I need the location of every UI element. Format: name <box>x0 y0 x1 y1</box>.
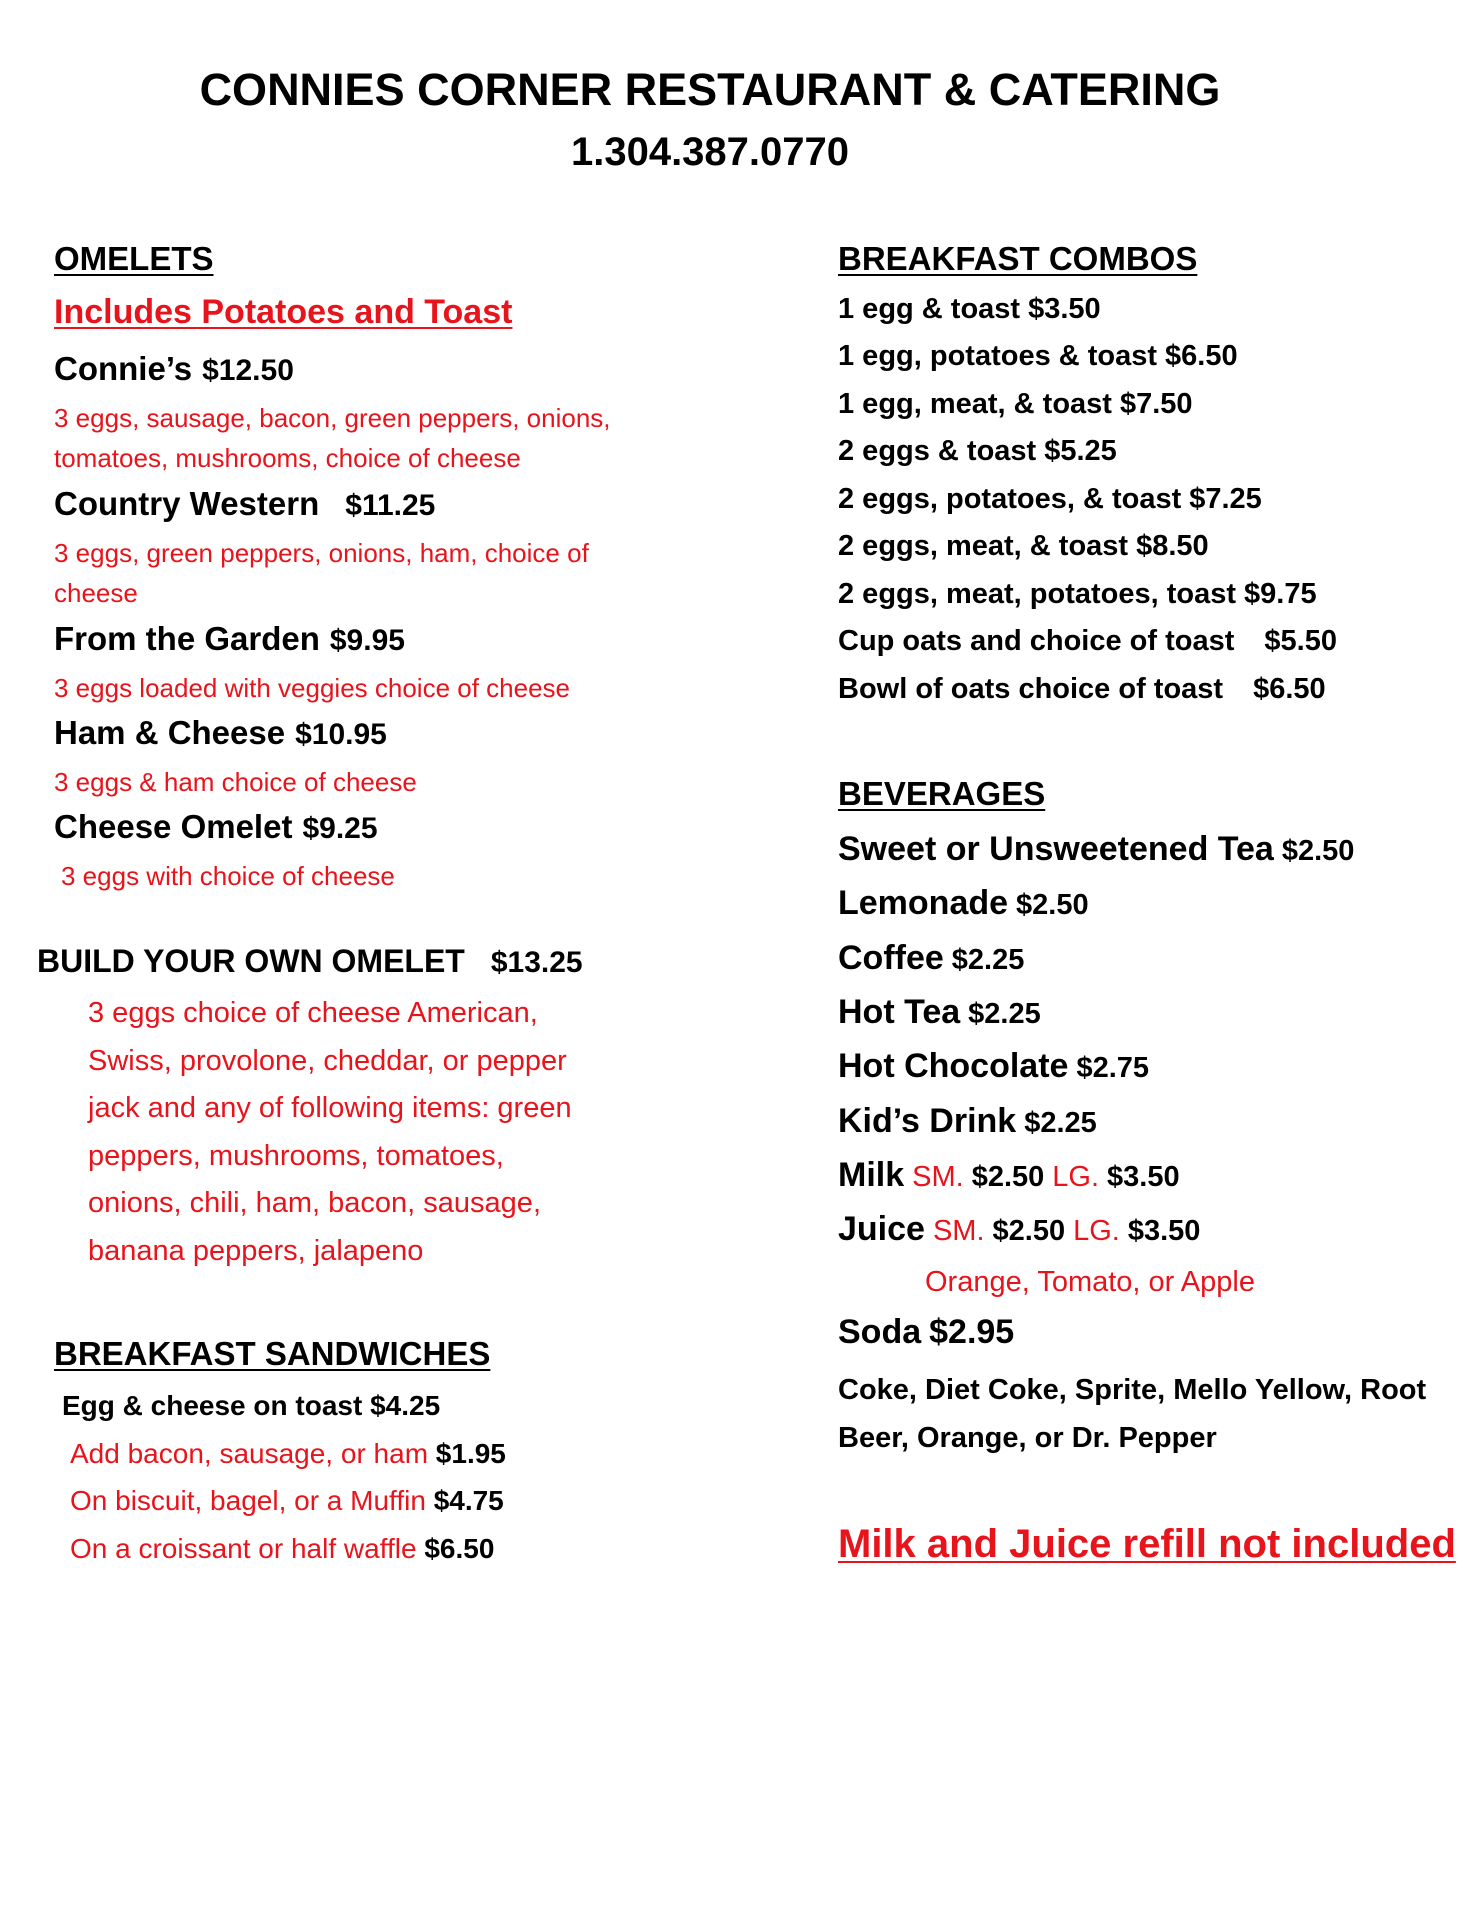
build-your-own-heading: BUILD YOUR OWN OMELET <box>37 943 465 979</box>
omelet-desc: tomatoes, mushrooms, choice of cheese <box>54 443 521 473</box>
sandwich-addon <box>70 1438 506 1470</box>
juice-small-label: SM. <box>932 1215 985 1247</box>
sandwiches-heading: BREAKFAST SANDWICHES <box>54 1335 491 1372</box>
omelet-desc: 3 eggs & ham choice of cheese <box>54 767 417 797</box>
beverage-price: $2.25 <box>1024 1107 1097 1139</box>
omelet-desc: 3 eggs with choice of cheese <box>61 861 395 891</box>
soda-desc-line: Coke, Diet Coke, Sprite, Mello Yellow, Root <box>838 1374 1427 1406</box>
omelet-name: From the Garden <box>54 620 320 657</box>
build-your-own-desc <box>88 990 572 1275</box>
refill-note: Milk and Juice refill not included <box>838 1522 1456 1566</box>
build-your-own-desc-line: onions, chili, ham, bacon, sausage, <box>88 1187 541 1219</box>
combo-item <box>838 530 1209 563</box>
sandwich-addon-price: $4.75 <box>433 1485 504 1516</box>
omelet-price: $11.25 <box>345 489 436 522</box>
beverage-milk <box>838 1156 1180 1195</box>
combo-item <box>838 483 1262 516</box>
omelet-desc: 3 eggs loaded with veggies choice of cheese <box>54 673 571 703</box>
omelet-price: $12.50 <box>202 354 294 387</box>
combo-text: 2 eggs, meat, & toast <box>838 530 1129 562</box>
sandwich-addon-text: On biscuit, bagel, or a Muffin <box>70 1485 426 1516</box>
beverage-name: Sweet or Unsweetened Tea <box>838 830 1274 868</box>
omelet-desc: 3 eggs, green peppers, onions, ham, choice of <box>54 538 589 568</box>
beverage-item <box>838 884 1089 923</box>
omelet-item <box>54 620 405 658</box>
combo-price: $7.25 <box>1189 483 1262 515</box>
beverage-name: Lemonade <box>838 884 1009 922</box>
sandwich-addon-text: On a croissant or half waffle <box>70 1533 417 1564</box>
combos-heading: BREAKFAST COMBOS <box>838 240 1198 277</box>
omelet-desc: 3 eggs, sausage, bacon, green peppers, onions, <box>54 403 611 433</box>
combo-text: 2 eggs, meat, potatoes, toast <box>838 578 1237 610</box>
beverage-item <box>838 993 1041 1032</box>
juice-large-price: $3.50 <box>1127 1215 1201 1247</box>
sandwich-addon-price: $1.95 <box>435 1438 506 1469</box>
combo-text: 1 egg, potatoes & toast <box>838 340 1158 372</box>
combo-price: $7.50 <box>1119 388 1193 420</box>
combo-item <box>838 625 1337 658</box>
beverage-juice <box>838 1210 1200 1249</box>
omelet-price: $10.95 <box>295 718 387 751</box>
soda-price: $2.95 <box>929 1313 1015 1351</box>
milk-small-label: SM. <box>912 1161 964 1193</box>
beverage-price: $2.75 <box>1076 1052 1150 1084</box>
beverage-price: $2.25 <box>968 998 1041 1030</box>
omelet-item <box>54 485 435 523</box>
build-your-own-desc-line: banana peppers, jalapeno <box>88 1234 424 1267</box>
beverage-item <box>838 830 1354 869</box>
omelet-name: Cheese Omelet <box>54 808 293 845</box>
omelet-name: Connie’s <box>54 350 193 387</box>
restaurant-title: CONNIES CORNER RESTAURANT & CATERING <box>199 64 1221 115</box>
sandwich-addon-text: Add bacon, sausage, or ham <box>70 1438 429 1469</box>
beverage-name: Coffee <box>838 939 944 977</box>
juice-name: Juice <box>838 1210 925 1248</box>
build-your-own-desc-line: 3 eggs choice of cheese American, <box>88 997 538 1029</box>
beverage-name: Hot Chocolate <box>838 1047 1069 1085</box>
combo-item <box>838 435 1117 468</box>
combo-price: $5.25 <box>1044 435 1117 467</box>
omelet-item <box>54 714 387 752</box>
build-your-own-desc-line: peppers, mushrooms, tomatoes, <box>88 1139 504 1172</box>
combo-price: $6.50 <box>1165 340 1238 372</box>
combo-price: $9.75 <box>1244 578 1317 610</box>
omelets-heading: OMELETS <box>54 240 214 277</box>
omelet-name: Country Western <box>54 485 320 522</box>
juice-large-label: LG. <box>1073 1215 1120 1247</box>
omelets-includes-note: Includes Potatoes and Toast <box>54 293 513 331</box>
beverage-name: Hot Tea <box>838 993 961 1031</box>
omelet-item <box>54 808 378 846</box>
combo-item <box>838 388 1193 421</box>
omelet-desc: cheese <box>54 578 138 608</box>
beverage-price: $2.25 <box>951 944 1025 976</box>
milk-name: Milk <box>838 1156 905 1194</box>
combo-text: 1 egg & toast <box>838 293 1021 325</box>
combo-item <box>838 340 1238 373</box>
build-your-own-header <box>37 943 583 980</box>
combo-text: 2 eggs, potatoes, & toast <box>838 483 1182 515</box>
sandwich-base-text: Egg & cheese on toast <box>62 1390 363 1421</box>
combo-text: Bowl of oats choice of toast <box>838 673 1224 705</box>
milk-small-price: $2.50 <box>971 1161 1045 1193</box>
combo-item <box>838 578 1317 611</box>
phone-number: 1.304.387.0770 <box>570 130 850 174</box>
juice-flavors: Orange, Tomato, or Apple <box>925 1266 1255 1298</box>
omelet-item <box>54 350 294 388</box>
beverage-price: $2.50 <box>1016 889 1089 921</box>
combo-text: Cup oats and choice of toast <box>838 625 1235 657</box>
combo-price: $3.50 <box>1028 293 1101 325</box>
beverage-item <box>838 1047 1149 1086</box>
sandwich-addon <box>70 1533 494 1565</box>
sandwich-addon-price: $6.50 <box>424 1533 495 1564</box>
sandwich-base <box>62 1390 440 1422</box>
build-your-own-desc-line: jack and any of following items: green <box>88 1092 572 1124</box>
beverage-price: $2.50 <box>1281 835 1355 867</box>
milk-large-price: $3.50 <box>1107 1161 1180 1193</box>
build-your-own-desc-line: Swiss, provolone, cheddar, or pepper <box>88 1044 567 1077</box>
sandwich-addon <box>70 1485 504 1517</box>
beverage-soda <box>838 1313 1014 1352</box>
soda-desc-line: Beer, Orange, or Dr. Pepper <box>838 1422 1217 1454</box>
omelet-price: $9.25 <box>302 812 378 845</box>
omelet-price: $9.95 <box>329 624 405 657</box>
combo-text: 1 egg, meat, & toast <box>838 388 1112 420</box>
beverages-heading: BEVERAGES <box>838 775 1046 812</box>
combo-price: $8.50 <box>1136 530 1209 562</box>
beverage-item <box>838 939 1024 978</box>
combo-price: $5.50 <box>1264 625 1337 657</box>
combo-item <box>838 673 1326 706</box>
combo-text: 2 eggs & toast <box>838 435 1037 467</box>
juice-small-price: $2.50 <box>992 1215 1066 1247</box>
combo-item <box>838 293 1101 326</box>
beverage-name: Kid’s Drink <box>838 1102 1017 1140</box>
sandwich-base-price: $4.25 <box>370 1390 441 1421</box>
soda-desc <box>838 1366 1458 1462</box>
milk-large-label: LG. <box>1052 1161 1100 1193</box>
soda-name: Soda <box>838 1313 922 1351</box>
beverage-item <box>838 1102 1097 1141</box>
combo-price: $6.50 <box>1253 673 1326 705</box>
omelet-name: Ham & Cheese <box>54 714 286 751</box>
build-your-own-price: $13.25 <box>490 946 583 979</box>
